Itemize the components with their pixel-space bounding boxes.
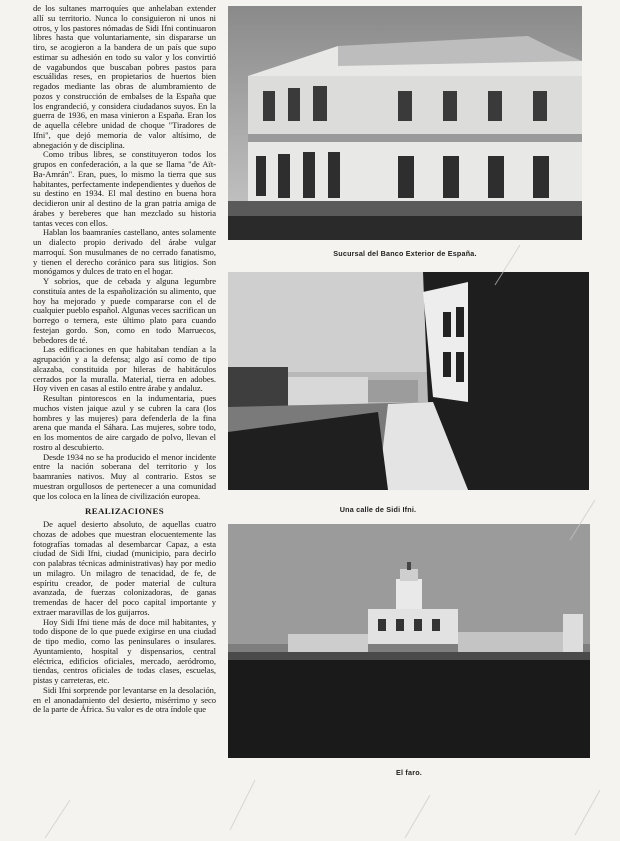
article-paragraph: Hoy Sidi Ifni tiene más de doce mil habitantes, y todo dispone de lo que puede exigirse en una ciudad de tipo medio, como las peninsulares o insulares. Ayuntamiento, hospital y dispensarios, central eléctrica, edificios oficiales, mercado, aeródromo, tiendas, centros oficiales de todas clases, escuelas, pistas y carreteras, etc.: [33, 616, 216, 685]
article-paragraph: De aquel desierto absoluto, de aquellas cuatro chozas de adobes que muestran elocuentemente las fotografías tomadas al desembarcar Capaz, a esta ciudad de Sidi Ifni, ciudad (municipio, para decirlo con palabras técnicas administrativas) hay por medio un milagro. Un milagro de tenacidad, de fe, de espíritu creador, de poder material de cultura avanzada, de fuerzas colonizadoras, de ganas tremendas de hacer del poco capital importante y extraer maravillas de los guijarros.: [33, 519, 216, 617]
article-paragraph: Y sobrios, que de cebada y alguna legumbre constituía antes de la españolización su alimento, que hoy ha mejorado y puede compararse con el de cualquier pueblo español. Algunas veces sacrifican un borrego o ternera, este último plato para cuando festejan gordo. Son, como en todo Marruecos, bebedores de té.: [33, 276, 216, 345]
photo-caption: El faro.: [396, 768, 422, 777]
article-paragraph: Hablan los baamraníes castellano, antes solamente un dialecto propio derivado del árabe vulgar marroquí. Son musulmanes de no cerrado fanatismo, y tienen el derecho coránico para sus litigios. Son monógamos y dulces de trato en el hogar.: [33, 227, 216, 277]
article-paragraph: Desde 1934 no se ha producido el menor incidente entre la nación soberana del territorio y los baamraníes nativos. Muy al contrario. Estos se muestran orgullosos de pertenecer a una comunidad que los coloca en la línea de civilización europea.: [33, 451, 216, 501]
article-paragraph: Resultan pintorescos en la indumentaria, pues muchos visten jaique azul y se cubren la cara (los hombres y las mujeres) para defenderla de la fina arena que manda el Sáhara. Las mujeres, sobre todo, en los momentos de aire cargado de polvo, llevan el rostro al descubierto.: [33, 393, 216, 452]
article-paragraph: de los sultanes marroquíes que anhelaban extender allí su territorio. Nunca lo consiguieron ni unos ni otros, y los pastores nómadas de Sidi Ifni continuaron libres hasta que voluntariamente, sin dispararse un tiro, se acogieron a la bandera de un país que supo estimar su adhesión en todo su valor y los convirtió de vagabundos que buscaban pobres pastos para escuálidas reses, en propietarios de huertos bien regados mediante las obras de alumbramiento de pozos y construcción de embalses de la España que los engrandeció, y considera ciudadanos suyos. En la guerra de 1936, en masa vinieron a España. Eran los de aquella célebre unidad de choque "Tiradores de Ifni", que dejó memoria de valor altísimo, de abnegación y de disciplina.: [33, 4, 216, 150]
article-paragraph: Como tribus libres, se constituyeron todos los grupos en confederación, a la que se llama "de Aït-Ba-Amrán". Eran, pues, lo mismo la tierra que sus habitantes, perfectamente independientes y dueños de su destino en 1934. El mal destino en buena hora decidieron unir al destino de la gran patria amiga de árabes y bereberes que han mezclado su historia tantas veces con ellos.: [33, 149, 216, 228]
article-paragraph: Sidi Ifni sorprende por levantarse en la desolación, en el anonadamiento del desierto, misérrimo y seco de la parte de África. Su valor es de otra índole que: [33, 684, 216, 715]
photo-caption: Sucursal del Banco Exterior de España.: [333, 249, 477, 258]
photo-caption: Una calle de Sidi Ifni.: [339, 505, 417, 514]
article-paragraph: Las edificaciones en que habitaban tendían a la agrupación y a la defensa; algo así como de tipo alcazaba, constituida por hileras de habitáculos cerrados por la muralla. Material, tierra en adobes. Hoy viven en casas al estilo entre árabe y andaluz.: [33, 344, 216, 394]
section-heading: REALIZACIONES: [84, 506, 164, 517]
